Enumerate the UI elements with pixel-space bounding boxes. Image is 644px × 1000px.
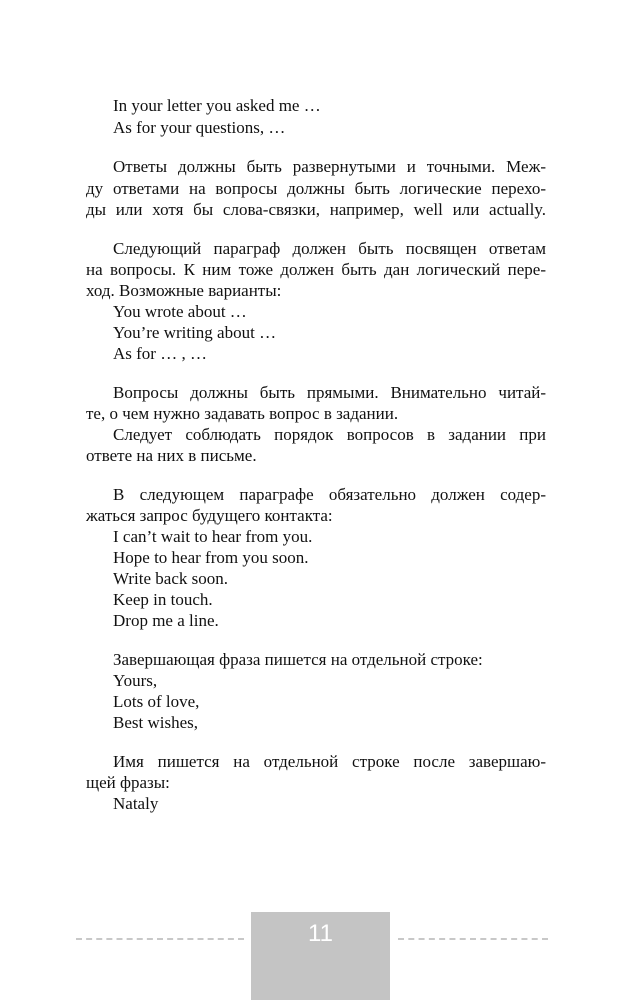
text-line: Yours, <box>113 671 158 690</box>
text-line: В следующем параграфе обязательно должен содер- <box>113 485 546 504</box>
text-line: Best wishes, <box>113 713 198 732</box>
page-number: 11 <box>308 920 333 947</box>
text-line: жаться запрос будущего контакта: <box>86 506 333 525</box>
text-line: Drop me a line. <box>113 611 219 630</box>
text-line: As for … , … <box>113 344 207 363</box>
text-line: Имя пишется на отдельной строке после завершаю- <box>113 752 546 771</box>
text-line: Hope to hear from you soon. <box>113 548 309 567</box>
text-line: Keep in touch. <box>113 590 213 609</box>
text-line: Lots of love, <box>113 692 200 711</box>
footer-divider-left <box>76 938 244 940</box>
text-line: на вопросы. К ним тоже должен быть дан логический пере- <box>86 260 546 279</box>
page-number-box <box>251 912 390 1000</box>
text-line: щей фразы: <box>86 773 170 792</box>
text-line: In your letter you asked me … <box>113 96 321 115</box>
text-line: Ответы должны быть развернутыми и точными. Меж- <box>113 157 546 176</box>
text-line: Вопросы должны быть прямыми. Внимательно читай- <box>113 383 546 402</box>
text-line: I can’t wait to hear from you. <box>113 527 313 546</box>
footer-divider-right <box>398 938 548 940</box>
text-line: Следует соблюдать порядок вопросов в задании при <box>113 425 546 444</box>
text-line: ду ответами на вопросы должны быть логические перехо- <box>86 179 546 198</box>
text-line: ответе на них в письме. <box>86 446 257 465</box>
text-line: те, о чем нужно задавать вопрос в задании. <box>86 404 399 423</box>
text-line: ды или хотя бы слова-связки, например, well или actually. <box>86 200 546 219</box>
text-line: Следующий параграф должен быть посвящен ответам <box>113 239 546 258</box>
text-line: ход. Возможные варианты: <box>86 281 282 300</box>
text-line: You wrote about … <box>113 302 247 321</box>
text-line: As for your questions, … <box>113 118 286 137</box>
text-line: Nataly <box>113 794 159 813</box>
text-line: Write back soon. <box>113 569 228 588</box>
text-line: Завершающая фраза пишется на отдельной строке: <box>113 650 483 669</box>
text-line: You’re writing about … <box>113 323 277 342</box>
